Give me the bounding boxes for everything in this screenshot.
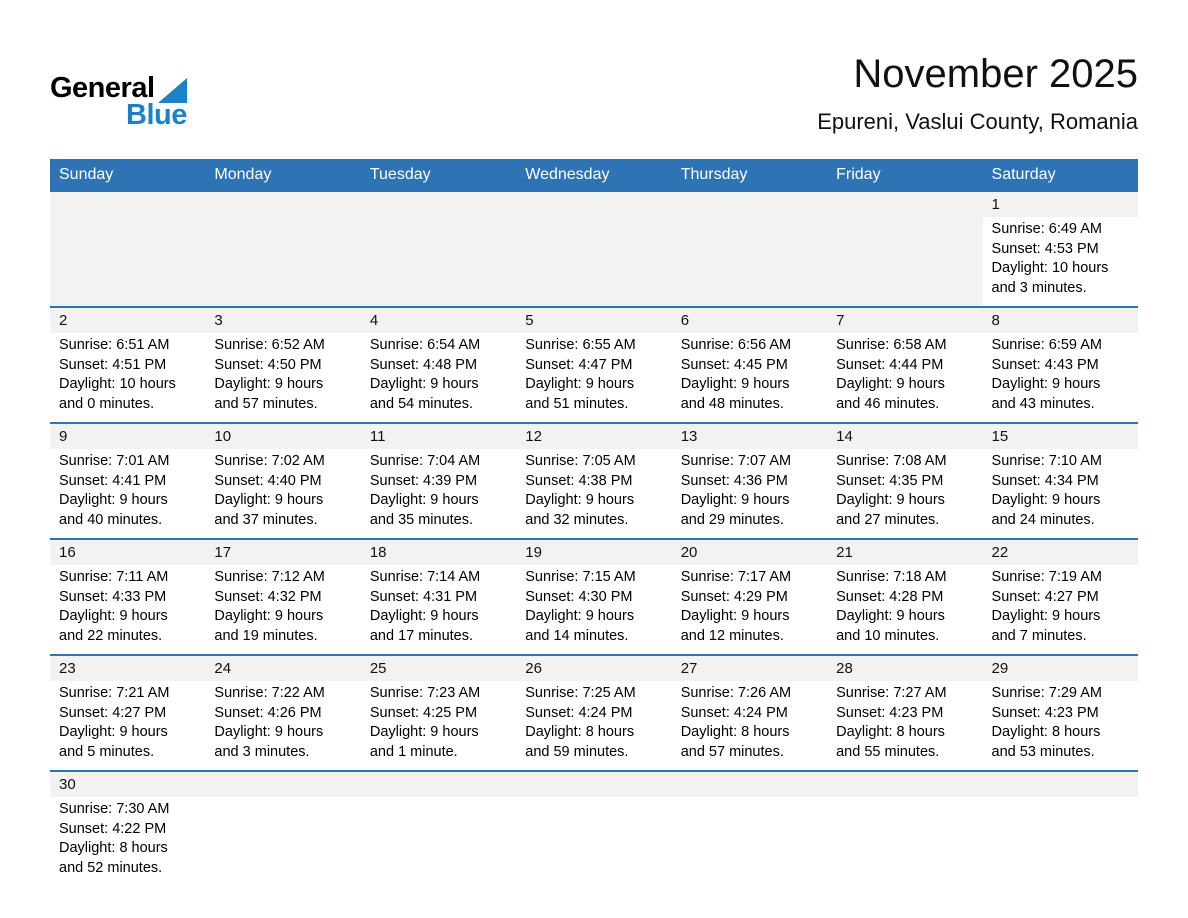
detail-line: Daylight: 8 hours (680, 724, 790, 740)
detail-line: Sunrise: 7:11 AM (59, 569, 169, 585)
detail-line: Sunrise: 6:56 AM (680, 337, 792, 353)
detail-line: and 54 minutes. (369, 395, 474, 412)
day-cell-5 (516, 308, 671, 422)
day-number (516, 772, 671, 797)
detail-line: Daylight: 9 hours (836, 492, 945, 508)
day-number: 29 (983, 656, 1138, 681)
day-cell-6 (672, 308, 827, 422)
detail-line: Sunset: 4:23 PM (836, 704, 944, 721)
empty-cell (50, 192, 205, 306)
day-details (205, 565, 360, 654)
detail-line: Sunrise: 7:29 AM (991, 685, 1102, 701)
day-number: 24 (205, 656, 360, 681)
day-number: 19 (516, 540, 671, 565)
detail-line: Sunset: 4:32 PM (214, 588, 322, 605)
detail-line: Sunset: 4:24 PM (525, 704, 633, 721)
day-details (983, 797, 1138, 808)
day-number (361, 192, 516, 217)
detail-line: Daylight: 9 hours (525, 376, 635, 392)
detail-line: Sunset: 4:35 PM (836, 472, 944, 489)
day-cell-30 (50, 772, 205, 886)
day-number: 16 (50, 540, 205, 565)
detail-line: and 22 minutes. (59, 627, 163, 644)
empty-cell (361, 772, 516, 886)
day-details (827, 217, 982, 228)
detail-line: Sunrise: 7:10 AM (991, 453, 1102, 469)
detail-line: Daylight: 9 hours (991, 492, 1101, 508)
weekday-header: Saturday (991, 165, 1056, 183)
day-details (672, 217, 827, 228)
detail-line: and 59 minutes. (525, 743, 629, 760)
detail-line: Sunrise: 6:59 AM (991, 337, 1102, 353)
day-number: 13 (672, 424, 827, 449)
detail-line: Sunset: 4:44 PM (836, 356, 944, 373)
detail-line: Sunrise: 7:04 AM (369, 453, 481, 469)
detail-line: and 35 minutes. (369, 511, 474, 528)
page-header (50, 0, 1138, 135)
day-cell-16 (50, 540, 205, 654)
day-details (205, 217, 360, 228)
detail-line: Daylight: 9 hours (369, 608, 479, 624)
detail-line: Sunset: 4:51 PM (59, 356, 167, 373)
day-number: 25 (361, 656, 516, 681)
day-cell-12 (516, 424, 671, 538)
empty-cell (827, 192, 982, 306)
detail-line: and 19 minutes. (214, 627, 318, 644)
detail-line: Sunrise: 6:49 AM (991, 221, 1102, 237)
detail-line: Daylight: 9 hours (680, 492, 790, 508)
calendar-grid (50, 190, 1138, 886)
day-cell-8 (983, 308, 1138, 422)
detail-line: Daylight: 9 hours (214, 492, 324, 508)
detail-line: Sunrise: 7:27 AM (836, 685, 947, 701)
detail-line: Sunrise: 6:52 AM (214, 337, 325, 353)
detail-line: Sunset: 4:53 PM (991, 240, 1099, 257)
day-details (516, 681, 671, 770)
day-number: 14 (827, 424, 982, 449)
detail-line: Sunset: 4:47 PM (525, 356, 633, 373)
day-number: 15 (983, 424, 1138, 449)
detail-line: Daylight: 10 hours (59, 376, 176, 392)
detail-line: Sunset: 4:26 PM (214, 704, 322, 721)
day-number: 2 (50, 308, 205, 333)
day-details (361, 333, 516, 422)
day-number: 11 (361, 424, 516, 449)
day-cell-10 (205, 424, 360, 538)
day-details (827, 333, 982, 422)
day-number: 4 (361, 308, 516, 333)
detail-line: Sunrise: 7:15 AM (525, 569, 636, 585)
detail-line: Sunset: 4:48 PM (369, 356, 478, 373)
detail-line: and 32 minutes. (525, 511, 629, 528)
detail-line: Sunrise: 6:58 AM (836, 337, 947, 353)
day-number: 7 (827, 308, 982, 333)
day-number (983, 772, 1138, 797)
empty-cell (827, 772, 982, 886)
day-details (516, 449, 671, 538)
day-number (205, 192, 360, 217)
day-cell-21 (827, 540, 982, 654)
detail-line: Daylight: 8 hours (836, 724, 945, 740)
title-block (817, 52, 1138, 135)
detail-line: Daylight: 8 hours (525, 724, 635, 740)
day-number: 5 (516, 308, 671, 333)
day-number: 10 (205, 424, 360, 449)
weekday-header: Monday (214, 165, 272, 183)
day-details (827, 681, 982, 770)
day-details (672, 449, 827, 538)
week-row (50, 654, 1138, 770)
day-cell-4 (361, 308, 516, 422)
detail-line: Sunrise: 7:26 AM (680, 685, 792, 701)
day-details (983, 333, 1138, 422)
detail-line: Sunrise: 7:02 AM (214, 453, 325, 469)
day-cell-27 (672, 656, 827, 770)
detail-line: and 0 minutes. (59, 395, 155, 412)
day-number (827, 772, 982, 797)
weekday-header: Sunday (59, 165, 114, 183)
detail-line: Sunset: 4:43 PM (991, 356, 1099, 373)
day-number: 1 (983, 192, 1138, 217)
day-details (672, 681, 827, 770)
detail-line: Sunset: 4:24 PM (680, 704, 788, 721)
day-number: 20 (672, 540, 827, 565)
day-details (672, 565, 827, 654)
day-number: 30 (50, 772, 205, 797)
day-number (827, 192, 982, 217)
day-details (983, 565, 1138, 654)
detail-line: Sunset: 4:27 PM (991, 588, 1099, 605)
day-number: 28 (827, 656, 982, 681)
detail-line: Daylight: 9 hours (680, 608, 790, 624)
detail-line: Daylight: 9 hours (214, 724, 324, 740)
day-details (361, 449, 516, 538)
empty-cell (672, 772, 827, 886)
detail-line: Daylight: 9 hours (214, 608, 324, 624)
day-details (516, 565, 671, 654)
day-cell-7 (827, 308, 982, 422)
detail-line: Sunset: 4:39 PM (369, 472, 478, 489)
detail-line: and 1 minute. (369, 743, 458, 760)
day-details (361, 681, 516, 770)
day-cell-28 (827, 656, 982, 770)
day-cell-9 (50, 424, 205, 538)
day-details (361, 565, 516, 654)
detail-line: Daylight: 9 hours (836, 376, 945, 392)
empty-cell (672, 192, 827, 306)
day-details (516, 217, 671, 228)
logo-text-general: General (50, 72, 155, 104)
day-details (205, 681, 360, 770)
day-details (50, 449, 205, 538)
detail-line: Sunset: 4:40 PM (214, 472, 322, 489)
day-details (50, 333, 205, 422)
week-row (50, 770, 1138, 886)
detail-line: and 29 minutes. (680, 511, 784, 528)
day-cell-13 (672, 424, 827, 538)
detail-line: and 53 minutes. (991, 743, 1095, 760)
detail-line: and 24 minutes. (991, 511, 1095, 528)
calendar (50, 159, 1138, 886)
detail-line: and 57 minutes. (214, 395, 318, 412)
detail-line: and 3 minutes. (991, 279, 1087, 296)
day-number (672, 772, 827, 797)
weekday-header: Wednesday (525, 165, 610, 183)
detail-line: Daylight: 9 hours (59, 492, 168, 508)
detail-line: Daylight: 9 hours (836, 608, 945, 624)
day-number: 8 (983, 308, 1138, 333)
day-number (50, 192, 205, 217)
day-number: 21 (827, 540, 982, 565)
day-cell-23 (50, 656, 205, 770)
day-details (50, 681, 205, 770)
empty-cell (983, 772, 1138, 886)
detail-line: Sunset: 4:34 PM (991, 472, 1099, 489)
day-details (827, 797, 982, 808)
day-details (983, 681, 1138, 770)
day-number (672, 192, 827, 217)
day-number: 9 (50, 424, 205, 449)
day-cell-24 (205, 656, 360, 770)
day-number: 27 (672, 656, 827, 681)
week-row (50, 190, 1138, 306)
detail-line: Sunset: 4:30 PM (525, 588, 633, 605)
detail-line: Sunrise: 7:30 AM (59, 801, 170, 817)
day-details (827, 565, 982, 654)
day-number: 22 (983, 540, 1138, 565)
detail-line: Daylight: 10 hours (991, 260, 1109, 276)
page-title: November 2025 (853, 52, 1138, 96)
detail-line: and 10 minutes. (836, 627, 940, 644)
detail-line: Sunrise: 7:05 AM (525, 453, 636, 469)
day-cell-26 (516, 656, 671, 770)
week-row (50, 422, 1138, 538)
day-cell-25 (361, 656, 516, 770)
detail-line: Sunrise: 7:19 AM (991, 569, 1102, 585)
day-number (205, 772, 360, 797)
day-number: 26 (516, 656, 671, 681)
detail-line: Sunrise: 7:08 AM (836, 453, 947, 469)
detail-line: Daylight: 9 hours (525, 608, 635, 624)
page-subtitle: Epureni, Vaslui County, Romania (817, 109, 1138, 134)
day-details (361, 217, 516, 228)
weekday-header: Friday (836, 165, 881, 183)
detail-line: Daylight: 8 hours (991, 724, 1101, 740)
day-cell-15 (983, 424, 1138, 538)
detail-line: and 37 minutes. (214, 511, 318, 528)
weekday-header: Thursday (680, 165, 748, 183)
detail-line: Daylight: 9 hours (369, 376, 479, 392)
detail-line: Daylight: 9 hours (991, 608, 1101, 624)
detail-line: Daylight: 9 hours (59, 724, 168, 740)
day-details (983, 449, 1138, 538)
detail-line: and 5 minutes. (59, 743, 155, 760)
day-number (361, 772, 516, 797)
day-number: 17 (205, 540, 360, 565)
day-cell-3 (205, 308, 360, 422)
detail-line: and 48 minutes. (680, 395, 784, 412)
day-cell-22 (983, 540, 1138, 654)
detail-line: Sunrise: 7:25 AM (525, 685, 636, 701)
detail-line: and 12 minutes. (680, 627, 784, 644)
day-number: 12 (516, 424, 671, 449)
day-details (983, 217, 1138, 306)
day-number (516, 192, 671, 217)
detail-line: Sunset: 4:41 PM (59, 472, 167, 489)
logo-text-blue: Blue (126, 99, 187, 131)
day-cell-19 (516, 540, 671, 654)
detail-line: Daylight: 9 hours (369, 492, 479, 508)
detail-line: and 52 minutes. (59, 859, 163, 876)
empty-cell (205, 192, 360, 306)
detail-line: and 43 minutes. (991, 395, 1095, 412)
day-details (672, 333, 827, 422)
empty-cell (516, 192, 671, 306)
day-number: 18 (361, 540, 516, 565)
detail-line: and 46 minutes. (836, 395, 940, 412)
day-details (205, 797, 360, 808)
detail-line: Daylight: 9 hours (680, 376, 790, 392)
detail-line: and 3 minutes. (214, 743, 310, 760)
day-cell-1 (983, 192, 1138, 306)
detail-line: Sunrise: 7:12 AM (214, 569, 325, 585)
detail-line: and 14 minutes. (525, 627, 629, 644)
day-cell-17 (205, 540, 360, 654)
weekday-header: Tuesday (369, 165, 431, 183)
day-details (827, 449, 982, 538)
week-row (50, 538, 1138, 654)
detail-line: Sunset: 4:31 PM (369, 588, 478, 605)
detail-line: Daylight: 9 hours (525, 492, 635, 508)
day-details (361, 797, 516, 808)
detail-line: Sunset: 4:27 PM (59, 704, 167, 721)
day-cell-14 (827, 424, 982, 538)
day-details (50, 797, 205, 886)
detail-line: and 51 minutes. (525, 395, 629, 412)
detail-line: and 17 minutes. (369, 627, 474, 644)
detail-line: Sunrise: 6:51 AM (59, 337, 170, 353)
detail-line: and 27 minutes. (836, 511, 940, 528)
detail-line: Sunset: 4:36 PM (680, 472, 788, 489)
day-details (205, 333, 360, 422)
day-details (516, 333, 671, 422)
detail-line: Sunrise: 7:23 AM (369, 685, 481, 701)
empty-cell (205, 772, 360, 886)
detail-line: Sunrise: 7:01 AM (59, 453, 170, 469)
detail-line: Daylight: 9 hours (214, 376, 324, 392)
detail-line: Sunrise: 7:07 AM (680, 453, 792, 469)
detail-line: Sunset: 4:23 PM (991, 704, 1099, 721)
general-blue-logo (50, 52, 187, 130)
day-details (516, 797, 671, 808)
empty-cell (361, 192, 516, 306)
detail-line: Sunset: 4:25 PM (369, 704, 478, 721)
day-details (50, 217, 205, 228)
detail-line: Sunrise: 7:22 AM (214, 685, 325, 701)
detail-line: Sunrise: 7:17 AM (680, 569, 792, 585)
detail-line: Daylight: 9 hours (369, 724, 479, 740)
detail-line: and 7 minutes. (991, 627, 1087, 644)
detail-line: and 55 minutes. (836, 743, 940, 760)
day-number: 23 (50, 656, 205, 681)
day-cell-11 (361, 424, 516, 538)
empty-cell (516, 772, 671, 886)
week-row (50, 306, 1138, 422)
detail-line: Sunset: 4:38 PM (525, 472, 633, 489)
day-details (672, 797, 827, 808)
day-cell-2 (50, 308, 205, 422)
day-number: 3 (205, 308, 360, 333)
detail-line: Sunset: 4:45 PM (680, 356, 788, 373)
day-cell-20 (672, 540, 827, 654)
detail-line: Sunrise: 6:55 AM (525, 337, 636, 353)
weekday-header-row (50, 159, 1138, 190)
day-details (205, 449, 360, 538)
detail-line: and 57 minutes. (680, 743, 784, 760)
day-cell-18 (361, 540, 516, 654)
detail-line: Sunrise: 6:54 AM (369, 337, 481, 353)
detail-line: Sunrise: 7:21 AM (59, 685, 170, 701)
detail-line: Sunset: 4:28 PM (836, 588, 944, 605)
detail-line: Sunrise: 7:14 AM (369, 569, 481, 585)
day-details (50, 565, 205, 654)
detail-line: Daylight: 9 hours (991, 376, 1101, 392)
detail-line: Sunset: 4:29 PM (680, 588, 788, 605)
detail-line: Sunset: 4:50 PM (214, 356, 322, 373)
detail-line: Sunrise: 7:18 AM (836, 569, 947, 585)
detail-line: Daylight: 9 hours (59, 608, 168, 624)
detail-line: and 40 minutes. (59, 511, 163, 528)
detail-line: Sunset: 4:22 PM (59, 820, 167, 837)
day-number: 6 (672, 308, 827, 333)
day-cell-29 (983, 656, 1138, 770)
detail-line: Sunset: 4:33 PM (59, 588, 167, 605)
detail-line: Daylight: 8 hours (59, 840, 168, 856)
